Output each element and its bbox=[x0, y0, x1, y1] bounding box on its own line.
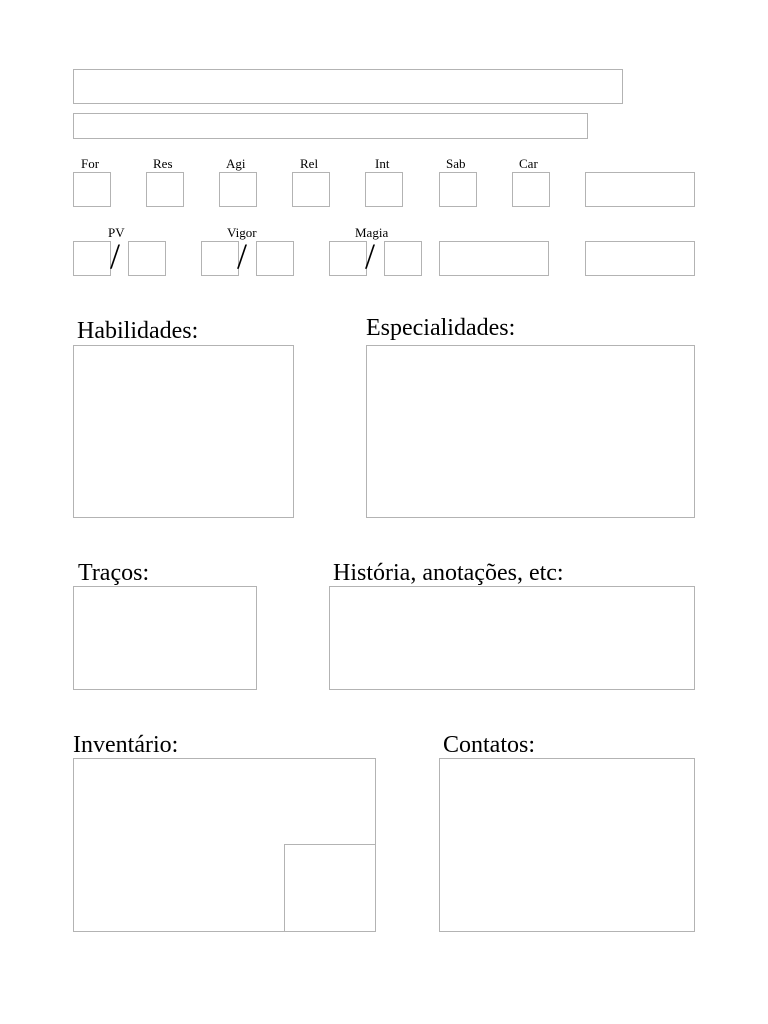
attr-label-agi: Agi bbox=[226, 156, 246, 171]
attr-label-rel: Rel bbox=[300, 156, 319, 171]
section-title-habilidades: Habilidades: bbox=[77, 318, 199, 344]
magia-divider: / bbox=[365, 236, 376, 276]
attr-field-int[interactable] bbox=[365, 172, 403, 207]
extra-field-right[interactable] bbox=[585, 241, 695, 276]
attr-field-agi[interactable] bbox=[219, 172, 257, 207]
pv-divider: / bbox=[110, 236, 121, 276]
vigor-divider: / bbox=[237, 236, 248, 276]
attr-field-res[interactable] bbox=[146, 172, 184, 207]
especialidades-area[interactable] bbox=[366, 345, 695, 518]
historia-area[interactable] bbox=[329, 586, 695, 690]
character-concept-field[interactable] bbox=[73, 113, 588, 139]
attr-label-sab: Sab bbox=[446, 156, 466, 171]
pool-label-magia: Magia bbox=[355, 225, 389, 240]
pool-label-vigor: Vigor bbox=[227, 225, 257, 240]
pv-max-field[interactable] bbox=[128, 241, 166, 276]
contatos-area[interactable] bbox=[439, 758, 695, 932]
vigor-max-field[interactable] bbox=[256, 241, 294, 276]
section-title-especialidades: Especialidades: bbox=[366, 315, 516, 341]
section-title-inventario: Inventário: bbox=[73, 732, 179, 758]
extra-field-top-right[interactable] bbox=[585, 172, 695, 207]
attr-field-sab[interactable] bbox=[439, 172, 477, 207]
section-title-contatos: Contatos: bbox=[443, 732, 536, 758]
attr-field-rel[interactable] bbox=[292, 172, 330, 207]
pool-label-pv: PV bbox=[108, 225, 125, 240]
attr-label-for: For bbox=[81, 156, 100, 171]
magia-max-field[interactable] bbox=[384, 241, 422, 276]
extra-field-middle[interactable] bbox=[439, 241, 549, 276]
character-name-field[interactable] bbox=[73, 69, 623, 104]
attr-label-car: Car bbox=[519, 156, 538, 171]
attr-field-car[interactable] bbox=[512, 172, 550, 207]
attr-label-int: Int bbox=[375, 156, 390, 171]
habilidades-area[interactable] bbox=[73, 345, 294, 518]
pv-current-field[interactable] bbox=[73, 241, 111, 276]
attr-label-res: Res bbox=[153, 156, 173, 171]
magia-current-field[interactable] bbox=[329, 241, 367, 276]
section-title-tracos: Traços: bbox=[78, 560, 150, 586]
section-title-historia: História, anotações, etc: bbox=[333, 560, 564, 586]
vigor-current-field[interactable] bbox=[201, 241, 239, 276]
attr-field-for[interactable] bbox=[73, 172, 111, 207]
inventario-corner-field[interactable] bbox=[284, 844, 376, 932]
tracos-area[interactable] bbox=[73, 586, 257, 690]
